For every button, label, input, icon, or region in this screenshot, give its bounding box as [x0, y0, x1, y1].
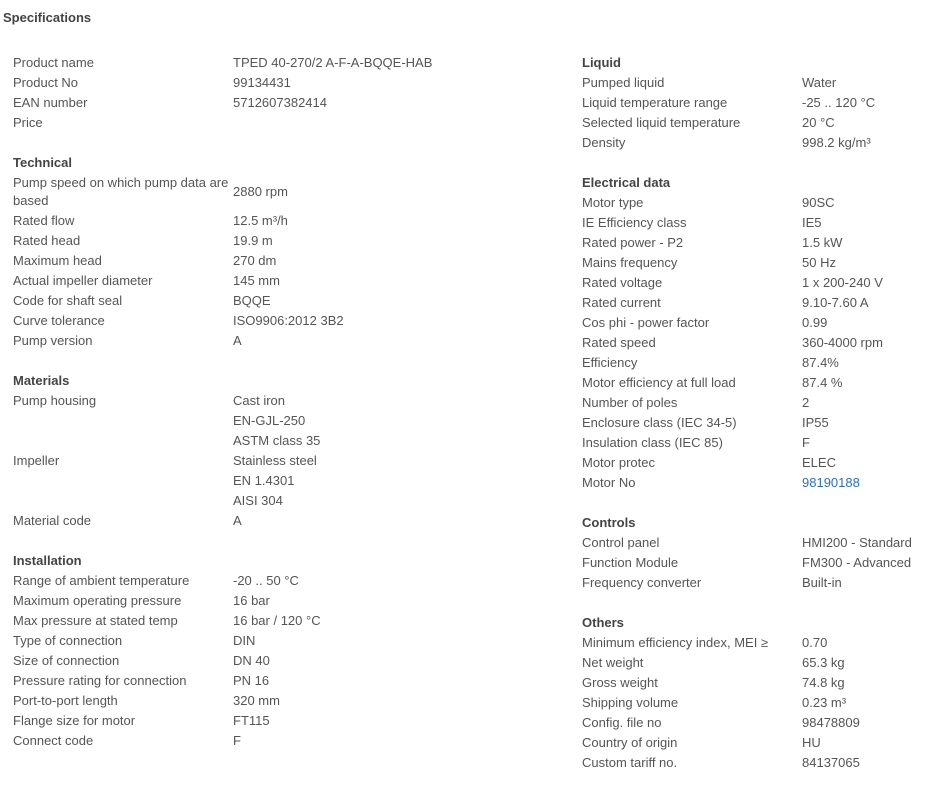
- spec-value-list: [233, 391, 320, 451]
- spec-label: Flange size for motor: [13, 713, 136, 728]
- spec-value: 320 mm: [233, 693, 280, 708]
- spec-row-product-no: [13, 73, 563, 93]
- spec-label: Price: [13, 115, 43, 130]
- spec-row-custom-tariff-no: [582, 753, 927, 773]
- spec-value: 84137065: [802, 755, 860, 770]
- spec-value: IP55: [802, 415, 829, 430]
- general-section: [13, 53, 563, 133]
- spec-value: PN 16: [233, 673, 270, 688]
- spec-label: Enclosure class (IEC 34-5): [582, 415, 737, 430]
- motor-no-link[interactable]: 98190188: [802, 475, 860, 490]
- spec-label: Pumped liquid: [582, 75, 665, 90]
- others-section: [582, 613, 927, 773]
- spec-label: Connect code: [13, 733, 94, 748]
- spec-value: 65.3 kg: [802, 655, 845, 670]
- spec-value: 0.23 m³: [802, 695, 847, 710]
- spec-label: Range of ambient temperature: [13, 573, 190, 588]
- spec-value: ELEC: [802, 455, 836, 470]
- spec-row-price: [13, 113, 563, 133]
- spec-value: A: [233, 333, 242, 348]
- spec-value: 16 bar / 120 °C: [233, 613, 321, 628]
- spec-value: FT115: [233, 713, 270, 728]
- spec-label: Curve tolerance: [13, 313, 105, 328]
- spec-row-country-of-origin: [582, 733, 927, 753]
- spec-row-pump-speed: [13, 173, 563, 211]
- spec-value: -20 .. 50 °C: [233, 573, 299, 588]
- installation-section: [13, 551, 563, 751]
- spec-row-control-panel: [582, 533, 927, 553]
- spec-label: Product No: [13, 75, 79, 90]
- spec-row-rated-voltage: [582, 273, 927, 293]
- spec-row-motor-efficiency-full-load: [582, 373, 927, 393]
- spec-label: Control panel: [582, 535, 660, 550]
- right-spec-column: [582, 53, 927, 793]
- spec-value: 1.5 kW: [802, 235, 843, 250]
- spec-value: EN-GJL-250: [233, 413, 306, 428]
- spec-label: Motor protec: [582, 455, 655, 470]
- spec-value: F: [233, 733, 241, 748]
- spec-label: Actual impeller diameter: [13, 273, 153, 288]
- spec-value: Cast iron: [233, 393, 286, 408]
- spec-value: 2880 rpm: [233, 184, 288, 199]
- spec-row-connect-code: [13, 731, 563, 751]
- spec-value: A: [233, 513, 242, 528]
- spec-row-rated-flow: [13, 211, 563, 231]
- spec-value: BQQE: [233, 293, 271, 308]
- spec-label: Number of poles: [582, 395, 678, 410]
- spec-row-size-of-connection: [13, 651, 563, 671]
- spec-value: 98478809: [802, 715, 860, 730]
- spec-label: Shipping volume: [582, 695, 679, 710]
- spec-row-config-file-no: [582, 713, 927, 733]
- spec-value: Built-in: [802, 575, 842, 590]
- spec-label: Rated power - P2: [582, 235, 684, 250]
- section-heading: Others: [582, 615, 624, 630]
- spec-label: Maximum operating pressure: [13, 593, 182, 608]
- spec-value: 20 °C: [802, 115, 835, 130]
- spec-label: Pump speed on which pump data are based: [13, 175, 229, 208]
- spec-value: DN 40: [233, 653, 270, 668]
- spec-value: -25 .. 120 °C: [802, 95, 876, 110]
- spec-value: 87.4 %: [802, 375, 843, 390]
- spec-label: Impeller: [13, 453, 60, 468]
- spec-row-mei: [582, 633, 927, 653]
- spec-value: 16 bar: [233, 593, 270, 608]
- spec-row-rated-power: [582, 233, 927, 253]
- spec-label: Pump housing: [13, 393, 97, 408]
- spec-value-list: [233, 451, 317, 511]
- spec-value: 1 x 200-240 V: [802, 275, 883, 290]
- spec-label: Config. file no: [582, 715, 662, 730]
- spec-row-port-to-port-length: [13, 691, 563, 711]
- materials-section: [13, 371, 563, 531]
- spec-value: 5712607382414: [233, 95, 327, 110]
- spec-value: 270 dm: [233, 253, 277, 268]
- section-heading: Technical: [13, 155, 73, 170]
- spec-label: Liquid temperature range: [582, 95, 728, 110]
- spec-value: FM300 - Advanced: [802, 555, 912, 570]
- spec-value: 0.99: [802, 315, 828, 330]
- spec-row-product-name: [13, 53, 563, 73]
- spec-row-pumped-liquid: [582, 73, 927, 93]
- spec-label: EAN number: [13, 95, 88, 110]
- spec-label: Country of origin: [582, 735, 678, 750]
- spec-row-curve-tolerance: [13, 311, 563, 331]
- section-heading: Electrical data: [582, 175, 671, 190]
- spec-row-enclosure-class: [582, 413, 927, 433]
- spec-row-shaft-seal: [13, 291, 563, 311]
- spec-row-maximum-head: [13, 251, 563, 271]
- spec-value: HMI200 - Standard: [802, 535, 912, 550]
- spec-value: ISO9906:2012 3B2: [233, 313, 344, 328]
- spec-row-ambient-temperature: [13, 571, 563, 591]
- spec-label: Product name: [13, 55, 94, 70]
- spec-label: Net weight: [582, 655, 644, 670]
- spec-value: Water: [802, 75, 837, 90]
- spec-label: Motor efficiency at full load: [582, 375, 736, 390]
- spec-row-cos-phi: [582, 313, 927, 333]
- section-heading: Liquid: [582, 55, 621, 70]
- spec-value: AISI 304: [233, 493, 283, 508]
- spec-value: ASTM class 35: [233, 433, 321, 448]
- spec-value: 9.10-7.60 A: [802, 295, 869, 310]
- spec-label: Size of connection: [13, 653, 120, 668]
- spec-row-motor-protec: [582, 453, 927, 473]
- spec-row-gross-weight: [582, 673, 927, 693]
- spec-value: 0.70: [802, 635, 828, 650]
- spec-label: Insulation class (IEC 85): [582, 435, 723, 450]
- electrical-section: [582, 173, 927, 493]
- spec-row-function-module: [582, 553, 927, 573]
- spec-row-ie-efficiency-class: [582, 213, 927, 233]
- spec-row-selected-liquid-temp: [582, 113, 927, 133]
- spec-row-pump-version: [13, 331, 563, 351]
- spec-row-type-of-connection: [13, 631, 563, 651]
- spec-value: 50 Hz: [802, 255, 836, 270]
- spec-label: Gross weight: [582, 675, 658, 690]
- spec-row-pump-housing: [13, 391, 563, 451]
- spec-value: F: [802, 435, 810, 450]
- spec-value: 998.2 kg/m³: [802, 135, 871, 150]
- spec-value-list: [233, 511, 242, 531]
- spec-row-pressure-rating: [13, 671, 563, 691]
- spec-label: Rated head: [13, 233, 81, 248]
- spec-label: Pressure rating for connection: [13, 673, 187, 688]
- spec-value: DIN: [233, 633, 256, 648]
- spec-value: 145 mm: [233, 273, 280, 288]
- spec-value: 12.5 m³/h: [233, 213, 288, 228]
- spec-label: Maximum head: [13, 253, 102, 268]
- spec-label: Selected liquid temperature: [582, 115, 741, 130]
- spec-value: 19.9 m: [233, 233, 273, 248]
- controls-section: [582, 513, 927, 593]
- spec-value: IE5: [802, 215, 822, 230]
- spec-row-motor-type: [582, 193, 927, 213]
- section-heading: Controls: [582, 515, 636, 530]
- spec-label: Port-to-port length: [13, 693, 118, 708]
- spec-row-rated-current: [582, 293, 927, 313]
- spec-row-impeller: [13, 451, 563, 511]
- page-title: Specifications: [3, 10, 92, 25]
- spec-row-ean-number: [13, 93, 563, 113]
- spec-label: Rated flow: [13, 213, 75, 228]
- spec-row-liquid-temp-range: [582, 93, 927, 113]
- spec-label: Cos phi - power factor: [582, 315, 710, 330]
- spec-value: 90SC: [802, 195, 835, 210]
- spec-value: HU: [802, 735, 821, 750]
- spec-label: Motor type: [582, 195, 644, 210]
- spec-value: EN 1.4301: [233, 473, 295, 488]
- section-heading: Installation: [13, 553, 82, 568]
- spec-label: IE Efficiency class: [582, 215, 687, 230]
- technical-section: [13, 153, 563, 351]
- spec-row-motor-no: [582, 473, 927, 493]
- spec-label: Mains frequency: [582, 255, 678, 270]
- spec-value: 74.8 kg: [802, 675, 845, 690]
- spec-label: Frequency converter: [582, 575, 702, 590]
- spec-label: Pump version: [13, 333, 93, 348]
- spec-row-max-operating-pressure: [13, 591, 563, 611]
- spec-value: Stainless steel: [233, 453, 317, 468]
- spec-value: 99134431: [233, 75, 291, 90]
- spec-value: 2: [802, 395, 810, 410]
- spec-row-frequency-converter: [582, 573, 927, 593]
- liquid-section: [582, 53, 927, 153]
- spec-row-density: [582, 133, 927, 153]
- spec-label: Custom tariff no.: [582, 755, 678, 770]
- spec-row-efficiency: [582, 353, 927, 373]
- spec-label: Minimum efficiency index, MEI ≥: [582, 635, 769, 650]
- spec-label: Efficiency: [582, 355, 638, 370]
- spec-label: Motor No: [582, 475, 636, 490]
- left-spec-column: [13, 53, 563, 771]
- spec-row-impeller-diameter: [13, 271, 563, 291]
- spec-row-net-weight: [582, 653, 927, 673]
- spec-label: Code for shaft seal: [13, 293, 123, 308]
- spec-label: Density: [582, 135, 626, 150]
- spec-row-rated-speed: [582, 333, 927, 353]
- spec-row-rated-head: [13, 231, 563, 251]
- section-heading: Materials: [13, 373, 70, 388]
- spec-label: Material code: [13, 513, 92, 528]
- spec-label: Rated current: [582, 295, 661, 310]
- spec-label: Rated speed: [582, 335, 656, 350]
- spec-label: Function Module: [582, 555, 679, 570]
- spec-label: Type of connection: [13, 633, 123, 648]
- spec-value: TPED 40-270/2 A-F-A-BQQE-HAB: [233, 55, 433, 70]
- spec-value: 360-4000 rpm: [802, 335, 883, 350]
- spec-row-number-of-poles: [582, 393, 927, 413]
- spec-row-insulation-class: [582, 433, 927, 453]
- spec-row-mains-frequency: [582, 253, 927, 273]
- spec-row-shipping-volume: [582, 693, 927, 713]
- spec-value: 87.4%: [802, 355, 839, 370]
- spec-row-max-pressure-stated-temp: [13, 611, 563, 631]
- spec-label: Rated voltage: [582, 275, 663, 290]
- spec-label: Max pressure at stated temp: [13, 613, 178, 628]
- spec-row-flange-size: [13, 711, 563, 731]
- spec-row-material-code: [13, 511, 563, 531]
